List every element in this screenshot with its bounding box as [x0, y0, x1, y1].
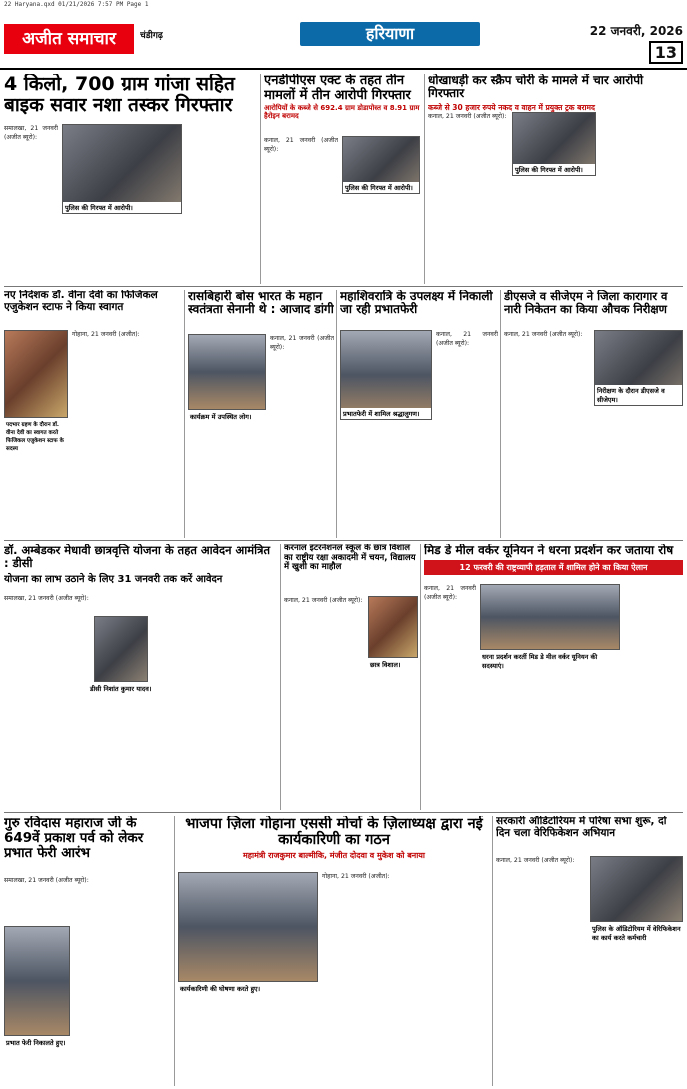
story-bjp — [178, 816, 490, 1086]
headline: महाशिवरात्रि के उपलक्ष्य में निकाली जा रही प्रभातफेरी — [340, 290, 493, 317]
photo-caption: छात्र विशाल। — [368, 659, 418, 670]
column-rule — [174, 816, 175, 1086]
story-photo — [512, 112, 596, 176]
column-rule — [492, 816, 493, 1086]
story-photo — [4, 926, 70, 1036]
headline: धोखाधड़ी कर स्क्रैप चोरी के मामले में चार आरोपी गिरफ्तार — [428, 74, 644, 101]
story-ambedkar — [4, 544, 278, 810]
subhead: महामंत्री राजकुमार बाल्मीकि, मंजीत दोदवा व मुकेश को बनाया — [243, 851, 425, 861]
row-rule — [4, 540, 683, 541]
story-photo — [368, 596, 418, 658]
story-ganja — [4, 74, 256, 284]
edition-name: चंडीगढ़ — [140, 31, 163, 41]
photo-caption: प्रभातफेरी में शामिल श्रद्धालुगण। — [341, 408, 432, 419]
story-physio — [4, 290, 182, 538]
story-photo — [340, 330, 432, 420]
story-photo — [594, 330, 683, 406]
photo-caption: निरीक्षण के दौरान डीएसजे व सीजेएम। — [595, 385, 683, 405]
photo-caption: कार्यकारिणी की घोषणा करते हुए। — [178, 983, 318, 994]
headline: रासबिहारी बोस भारत के महान स्वतंत्रता सेनानी थे : आजाद डांगी — [188, 290, 334, 317]
masthead — [0, 10, 687, 70]
photo-caption: धरना प्रदर्शन करतीं मिड डे मील वर्कर यूनियन की सदस्याएं। — [480, 651, 620, 671]
photo-caption: पदभार ग्रहण के दौरान डॉ. वीना देवी का स्वागत करते फिजिकल एजुकेशन स्टाफ के सदस्य — [4, 419, 68, 453]
dateline: कनाल, 21 जनवरी (अजीत ब्यूरो): — [284, 597, 363, 604]
column-rule — [424, 74, 425, 284]
headline: डीएसजे व सीजेएम ने जिला कारागार व नारी निकेतन का किया औचक निरीक्षण — [504, 290, 668, 316]
column-rule — [260, 74, 261, 284]
headline: सरकारी ऑडिटोरियम में परिषा सभा शुरू, दो दिन चला वेरिफिकेशन अभियान — [496, 816, 667, 839]
photo-caption: पुलिस की गिरफ्त में आरोपी। — [513, 164, 596, 175]
section-title: हरियाणा — [300, 22, 480, 46]
story-karnal — [284, 544, 418, 810]
newspaper-logo: अजीत समाचार — [4, 24, 134, 54]
row-rule — [4, 812, 683, 813]
row-rule — [4, 286, 683, 287]
story-photo — [94, 616, 148, 682]
story-verify — [496, 816, 683, 1086]
headline: गुरु रविदास महाराज जी के 649वें प्रकाश पर्व को लेकर प्रभात फेरी आरंभ — [4, 816, 144, 862]
column-rule — [500, 290, 501, 538]
dateline: कनाल, 21 जनवरी (अजीत ब्यूरो): — [504, 331, 583, 338]
photo-caption: पुलिस की गिरफ्त में आरोपी। — [343, 182, 420, 193]
column-rule — [184, 290, 185, 538]
dateline: गोहाना, 21 जनवरी (अजीत): — [72, 331, 140, 338]
headline: मिड डे मील वर्कर यूनियन ने धरना प्रदर्शन कर जताया रोष — [424, 544, 674, 557]
dateline: कनाल, 21 जनवरी (अजीत ब्यूरो): — [436, 331, 498, 348]
issue-date: 22 जनवरी, 2026 — [589, 24, 683, 38]
photo-caption: पुलिस के ऑडिटोरियम में वेरिफिकेशन का कार्य करते कर्मचारी — [590, 923, 683, 943]
dateline: कनाल, 21 जनवरी (अजीत ब्यूरो): — [428, 113, 507, 120]
story-dc — [504, 290, 683, 538]
dateline: कनाल, 21 जनवरी (अजीत ब्यूरो): — [496, 857, 575, 864]
dateline: समालखा, 21 जनवरी (अजीत ब्यूरो): — [4, 125, 58, 142]
story-cheat — [428, 74, 683, 284]
dateline: गोहाना, 21 जनवरी (अजीत): — [322, 873, 390, 880]
photo-caption: डीसी निशांत कुमार यादव। — [88, 683, 158, 694]
subhead: कब्जे से 30 हजार रुपये नकद व वाहन में प्रयुक्त ट्रक बरामद — [428, 102, 595, 112]
story-photo — [188, 334, 266, 410]
story-photo — [62, 124, 182, 214]
headline: नए निदेशक डॉ. वीना देवी का फिजिकल एजुकेशन स्टाफ ने किया स्वागत — [4, 290, 158, 313]
headline: एनडीपीएस एक्ट के तहत तीन मामलों में तीन आरोपी गिरफ्तार — [264, 74, 411, 103]
page-number: 13 — [649, 41, 683, 64]
dateline: कनाल, 21 जनवरी (अजीत ब्यूरो): — [264, 137, 338, 154]
column-rule — [336, 290, 337, 538]
story-rasbihari — [188, 290, 334, 538]
headline: भाजपा ज़िला गोहाना एससी मोर्चा के ज़िलाध्यक्ष द्वारा नई कार्यकारिणी का गठन — [185, 816, 483, 849]
dateline: कनाल, 21 जनवरी (अजीत ब्यूरो): — [424, 585, 476, 602]
subhead-band: 12 फरवरी की राष्ट्रव्यापी हड़ताल में शामिल होने का किया ऐलान — [424, 560, 683, 575]
headline: करनाल इंटरनेशनल स्कूल के छात्र विशाल का राष्ट्रीय रक्षा अकादमी में चयन, विद्यालय में खुशी का माहौल — [284, 544, 416, 573]
subhead: आरोपियों के कब्जे से 692.4 ग्राम डोडापोस्त व 8.91 ग्राम हैरोइन बरामद — [264, 104, 420, 120]
story-shivratri — [340, 290, 498, 538]
date-box — [565, 22, 683, 66]
column-rule — [280, 544, 281, 810]
print-slug: 22 Haryana.qxd 01/21/2026 7:57 PM Page 1 — [4, 1, 149, 8]
story-ndps — [264, 74, 420, 284]
story-photo — [590, 856, 683, 922]
dateline: समालखा, 21 जनवरी (अजीत ब्यूरो): — [4, 595, 89, 602]
photo-caption: प्रभात फेरी निकालते हुए। — [4, 1037, 70, 1048]
story-ravidas — [4, 816, 172, 1086]
subhead: योजना का लाभ उठाने के लिए 31 जनवरी तक करें आवेदन — [4, 573, 223, 585]
headline: डॉ. अम्बेडकर मेधावी छात्रवृत्ति योजना के तहत आवेदन आमंत्रित : डीसी — [4, 544, 271, 570]
story-midday — [424, 544, 683, 810]
story-photo — [342, 136, 420, 194]
photo-caption: पुलिस की गिरफ्त में आरोपी। — [63, 202, 182, 213]
column-rule — [420, 544, 421, 810]
dateline: कनाल, 21 जनवरी (अजीत ब्यूरो): — [270, 335, 334, 352]
story-photo — [4, 330, 68, 418]
photo-caption: कार्यक्रम में उपस्थित लोग। — [188, 411, 266, 422]
story-photo — [480, 584, 620, 650]
headline: 4 किलो, 700 ग्राम गांजा सहित बाइक सवार नशा तस्कर गिरफ्तार — [4, 74, 235, 117]
dateline: समालखा, 21 जनवरी (अजीत ब्यूरो): — [4, 877, 89, 884]
story-photo — [178, 872, 318, 982]
